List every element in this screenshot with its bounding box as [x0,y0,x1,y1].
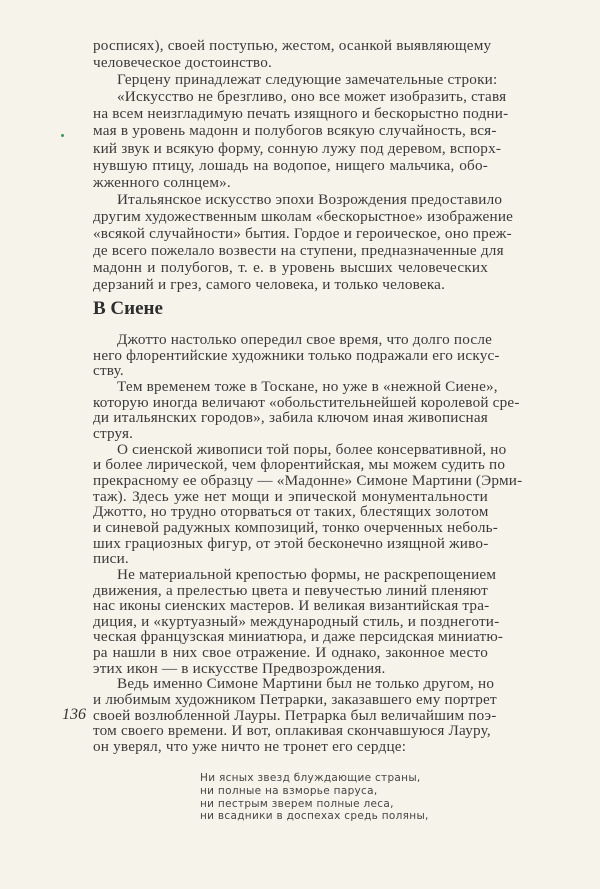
section-siena-text [93,331,523,756]
text-line: на всем неизгладимую печать изящного и бескорыстно подни- [93,105,509,123]
poem-line: ни полные на взморье паруса, [200,784,378,797]
margin-mark [61,134,64,137]
paragraph [93,331,500,380]
poem-line: ни всадники в доспехах средь поляны, [200,810,429,823]
text-line: он уверял, что уже ничто не тронет его сердце: [93,738,407,756]
paragraph [93,88,509,191]
text-line: Джотто, но трудно оторваться от таких, блестящих золотом [93,503,489,521]
text-line: таж). Здесь уже нет мощи и эпической монументальности [93,487,488,505]
text-line: ческая французская миниатюра, и даже персидская миниатю- [93,628,504,646]
text-line: Итальянское искусство эпохи Возрождения предоставило [117,190,503,208]
text-line: ших грациозных фигур, от этой бесконечно изящной живо- [93,534,489,552]
poem-line: Ни ясных звезд блуждающие страны, [200,772,421,784]
text-line: том своего времени. И вот, оплакивая скончавшуюся Лауру, [93,722,491,740]
text-line: Герцену принадлежат следующие замечательные строки: [117,71,498,89]
text-line: струя. [93,424,134,442]
text-line: и более лирической, чем флорентийская, мы можем судить по [93,456,506,474]
text-line: «Искусство не брезгливо, оно все может изобразить, ставя [117,88,507,106]
text-line: писи. [93,550,129,568]
paragraph [93,565,504,677]
text-line: де всего пожелало возвести на ступени, предназначенные для [93,242,504,260]
text-line: и любимым художником Петрарки, заказавшего ему портрет [93,691,497,709]
paragraph [93,37,492,72]
text-line: Тем временем тоже в Тоскане, но уже в «нежной Сиене», [117,377,498,395]
section-heading: В Сиене [93,298,163,319]
text-line: нас иконы сиенских мастеров. И великая византийская тра- [93,597,490,615]
text-line: Не материальной крепостью формы, не раскрепощением [117,565,497,583]
paragraph [93,71,498,89]
text-line: Ведь именно Симоне Мартини был не только другом, но [117,675,495,693]
text-line: дерзаний и грез, самого человека, и только человека. [93,276,446,294]
paragraph [93,675,497,756]
text-line: человеческое достоинство. [93,54,272,72]
text-line: него флорентийские художники только подражали его искус- [93,346,500,364]
text-line: диция, и «куртуазный» международный стиль, и позднеготи- [93,612,500,630]
text-line: ству. [93,362,124,380]
text-line: и синевой радужных композиций, тонко очерченных неболь- [93,518,498,536]
text-line: этих икон — в искусстве Предвозрождения. [93,659,386,677]
text-line: «всякой случайности» бытия. Гордое и героическое, оно преж- [93,225,512,243]
text-line: мая в уровень мадонн и полубогов всякую случайность, вся- [93,122,497,140]
poem-quote [200,772,429,823]
text-line: кий звук и всякую форму, сонную лужу под деревом, вспорх- [93,139,502,157]
text-line: прекрасному ее образцу — «Мадонне» Симоне Мартини (Эрми- [93,471,523,489]
text-line: ра нашли в них свое отражение. И однако, законное место [93,644,488,662]
text-line: своей возлюбленной Лауры. Петрарка был величайшим поэ- [93,706,497,724]
poem-line: ни пестрым зверем полные леса, [200,797,394,810]
text-line: жженного солнцем». [93,173,231,191]
paragraph [93,190,514,294]
text-line: движения, а прелестью цвета и певучестью линий пленяют [93,581,488,599]
section-intro-text [93,37,514,294]
text-line: ди итальянских городов», забила ключом иная живописная [93,409,488,427]
text-line: О сиенской живописи той поры, более консервативной, но [117,440,507,458]
text-line: другим художественным школам «бескорыстное» изображение [93,207,514,225]
text-line: нувшую птицу, лошадь на водопое, нищего мальчика, обо- [93,156,488,174]
page-number: 136 [62,706,86,723]
text-line: росписях), своей поступью, жестом, осанкой выявляющему [93,37,492,54]
text-line: мадонн и полубогов, т. е. в уровень высших человеческих [93,259,488,277]
text-line: Джотто настолько опередил свое время, что долго после [117,331,493,348]
paragraph [93,440,523,568]
paragraph [93,377,520,442]
text-line: которую иногда величают «обольстительнейшей королевой сре- [93,393,520,411]
